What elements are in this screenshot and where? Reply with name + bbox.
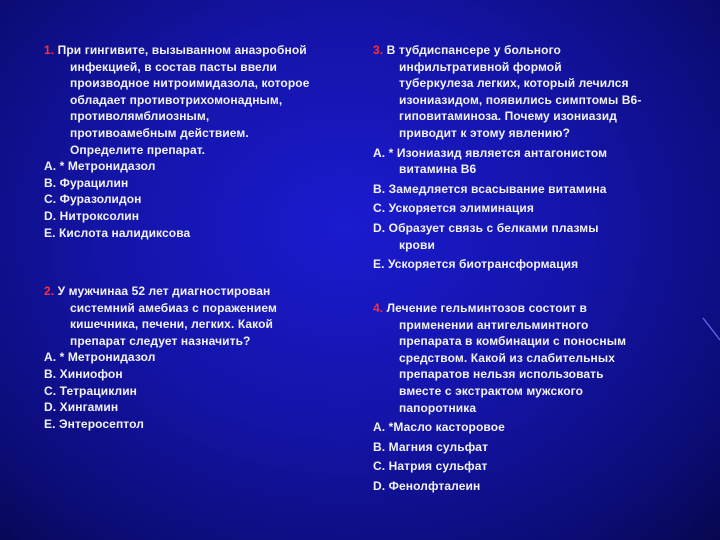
answer-option-c: C. Натрия сульфат: [373, 459, 488, 474]
answer-option-a: A. *Масло касторовое: [373, 420, 505, 435]
stem-line: гиповитаминоза. Почему изониазид: [399, 109, 617, 124]
stem-line: средством. Какой из слабительных: [399, 350, 616, 365]
answer-option-c: C. Тетрациклин: [44, 383, 138, 398]
stem-line: препарата в комбинации с поносным: [399, 334, 627, 349]
question-3-options: [373, 145, 693, 273]
answer-option-a-cont: витамина В6: [399, 162, 477, 177]
stem-line: применении антигельминтного: [399, 317, 589, 332]
stem-line: вместе с экстрактом мужского: [399, 383, 584, 398]
stem-line: препаратов нельзя использовать: [399, 367, 604, 382]
stem-line: инфильтративной формой: [399, 59, 562, 74]
answer-option-c: C. Фуразолидон: [44, 192, 142, 207]
answer-option-d: D. Фенолфталеин: [373, 478, 481, 493]
answer-option-b: B. Замедляется всасывание витамина: [373, 181, 607, 196]
question-number: 2.: [44, 284, 55, 298]
question-number: 4.: [373, 301, 384, 315]
stem-line: папоротника: [399, 400, 477, 415]
answer-option-a: A. * Изониазид является антагонистом: [373, 145, 608, 160]
question-1: [44, 42, 356, 241]
answer-option-d: D. Хингамин: [44, 400, 119, 415]
answer-option-b: B. Хиниофон: [44, 366, 123, 381]
stem-line: туберкулеза легких, который лечился: [399, 76, 629, 91]
stem-line: противоамебным действием.: [70, 125, 249, 140]
stem-line: обладает противотрихомонадным,: [70, 92, 283, 107]
question-2: [44, 283, 356, 432]
question-2-options: [44, 349, 356, 432]
question-4-options: [373, 419, 693, 494]
stem-line: инфекцией, в состав пасты ввели: [70, 59, 278, 74]
answer-option-c: C. Ускоряется элиминация: [373, 201, 534, 216]
question-1-stem: [44, 42, 356, 158]
answer-option-e: E. Энтеросептол: [44, 416, 144, 431]
question-2-stem: [44, 283, 356, 349]
answer-option-b: B. Фурацилин: [44, 175, 129, 190]
answer-option-d: D. Образует связь с белками плазмы: [373, 220, 599, 235]
answer-option-e: E. Кислота налидиксова: [44, 225, 191, 240]
stem-line: производное нитроимидазола, которое: [70, 76, 310, 91]
answer-option-d-cont: крови: [399, 237, 435, 252]
stem-line: Лечение гельминтозов состоит в: [383, 301, 588, 315]
stem-line: Определите препарат.: [70, 142, 206, 157]
answer-option-a: A. * Метронидазол: [44, 350, 156, 365]
question-number: 3.: [373, 43, 384, 57]
question-1-options: [44, 158, 356, 241]
stem-line: кишечника, печени, легких. Какой: [70, 317, 274, 332]
question-4-stem: [373, 300, 693, 416]
question-number: 1.: [44, 43, 55, 57]
answer-option-a: A. * Метронидазол: [44, 159, 156, 174]
answer-option-b: B. Магния сульфат: [373, 439, 489, 454]
stem-line: препарат следует назначить?: [70, 333, 251, 348]
stem-line: системний амебиаз с поражением: [70, 300, 277, 315]
stem-line: У мужчинаа 52 лет диагностирован: [54, 284, 271, 298]
stem-line: противолямблиозным,: [70, 109, 210, 124]
stem-line: В тубдиспансере у больного: [383, 43, 561, 57]
question-4: [373, 300, 693, 495]
answer-option-d: D. Нитроксолин: [44, 208, 140, 223]
stem-line: приводит к этому явлению?: [399, 125, 571, 140]
stem-line: изониазидом, появились симптомы В6-: [399, 92, 642, 107]
stem-line: При гингивите, вызыванном анаэробной: [54, 43, 307, 57]
question-3: [373, 42, 693, 273]
answer-option-e: E. Ускоряется биотрансформация: [373, 257, 579, 272]
question-3-stem: [373, 42, 693, 142]
